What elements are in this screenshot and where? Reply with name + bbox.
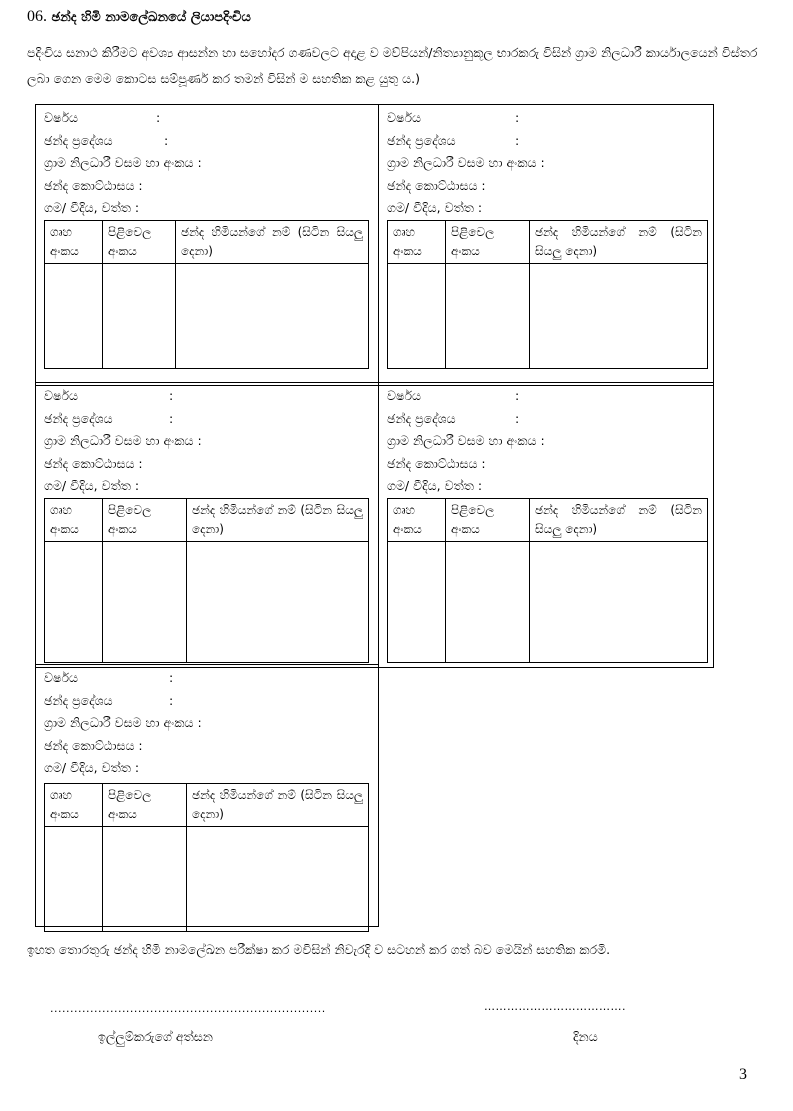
serial-number-header: පිළිවෙල අංකය xyxy=(446,499,530,542)
section-heading xyxy=(27,8,251,26)
registration-panel-1 xyxy=(35,104,379,386)
house-number-header: ගෘහ අංකය xyxy=(388,221,446,264)
village-street-label: ගම/ වීදිය, වත්ත : xyxy=(44,760,140,775)
field-row xyxy=(387,107,545,130)
field-row xyxy=(44,735,202,758)
field-row xyxy=(387,197,545,220)
house-number-header: ගෘහ අංකය xyxy=(45,499,103,542)
house-number-cell[interactable] xyxy=(45,542,103,663)
field-row xyxy=(387,430,545,453)
page-number: 3 xyxy=(739,1066,747,1083)
polling-division-label: ඡන්ද කොට්ඨාසය : xyxy=(387,455,486,471)
year-label: වර්ෂය xyxy=(387,388,421,403)
voter-names-header: ඡන්ද හිමියන්ගේ නම් (සිටින සියලු දෙනා) xyxy=(187,499,369,542)
field-row xyxy=(44,475,202,498)
field-row xyxy=(387,130,545,153)
field-row xyxy=(44,107,202,130)
field-row xyxy=(44,175,202,198)
panel-fields xyxy=(387,385,545,498)
field-row xyxy=(44,712,202,735)
serial-number-header: පිළිවෙල අංකය xyxy=(103,499,187,542)
registration-panel-3 xyxy=(35,382,379,668)
village-street-label: ගම/ වීදිය, වත්ත : xyxy=(44,478,140,493)
section-number: 06. xyxy=(27,8,47,25)
serial-number-cell[interactable] xyxy=(103,542,187,663)
field-row xyxy=(44,408,202,431)
field-row xyxy=(44,130,202,153)
certification-statement: ඉහත තොරතුරු ඡන්ද හිමි නාමලේඛන පරීක්ෂා කර මවිසින් නිවැරදි ව සටහන් කර ගත් බව මෙයින් සහතික කරමි. xyxy=(27,942,611,957)
serial-number-cell[interactable] xyxy=(103,827,187,932)
voter-names-cell[interactable] xyxy=(530,264,708,369)
field-row xyxy=(387,385,545,408)
electoral-district-label: ඡන්ද ප්‍රදේශය xyxy=(44,410,113,426)
section-instruction: පදිංචිය සනාථ කිරීමට අවශ්‍ය ආසන්න හා සහෝදර ගණවලට අදාළ ව මව්පියන්/නිත්‍යානුකූල භාරකරු විසින් ග්‍රාම නිලධාරී කාර්යාලයෙන් විස්තර ලබා ගෙන මෙම කොටස සම්පූර්ණ කර තමන් විසින් ම සහතික කළ යුතු ය.) xyxy=(27,45,758,86)
field-colon: : xyxy=(515,132,520,148)
voter-names-header: ඡන්ද හිමියන්ගේ නම් (සිටින සියලු දෙනා) xyxy=(530,221,708,264)
electoral-district-label: ඡන්ද ප්‍රදේශය xyxy=(44,692,113,708)
voter-names-cell[interactable] xyxy=(187,542,369,663)
field-colon: : xyxy=(169,410,174,426)
gn-division-label: ග්‍රාම නිලධාරී වසම හා අංකය : xyxy=(44,715,202,730)
field-row xyxy=(387,453,545,476)
house-number-header: ගෘහ අංකය xyxy=(388,499,446,542)
polling-division-label: ඡන්ද කොට්ඨාසය : xyxy=(387,177,486,193)
electoral-district-label: ඡන්ද ප්‍රදේශය xyxy=(387,132,456,148)
serial-number-cell[interactable] xyxy=(446,264,530,369)
field-colon: : xyxy=(156,110,161,125)
field-row xyxy=(44,385,202,408)
field-row xyxy=(44,690,202,713)
voter-names-cell[interactable] xyxy=(187,827,369,932)
voter-table xyxy=(387,498,708,663)
house-number-header: ගෘහ අංකය xyxy=(45,221,103,264)
panel-fields xyxy=(44,385,202,498)
polling-division-label: ඡන්ද කොට්ඨාසය : xyxy=(44,737,143,753)
field-colon: : xyxy=(515,388,520,403)
registration-panel-5 xyxy=(35,664,379,927)
voter-table xyxy=(44,783,369,932)
voter-names-header: ඡන්ද හිමියන්ගේ නම් (සිටින සියලු දෙනා) xyxy=(530,499,708,542)
year-label: වර්ෂය xyxy=(44,110,78,125)
field-row xyxy=(387,475,545,498)
date-line[interactable]: ………………………………. xyxy=(484,1000,626,1013)
registration-panel-4 xyxy=(378,382,714,668)
field-row xyxy=(44,152,202,175)
field-row xyxy=(44,667,202,690)
field-row xyxy=(387,175,545,198)
village-street-label: ගම/ වීදිය, වත්ත : xyxy=(387,200,483,215)
gn-division-label: ග්‍රාම නිලධාරී වසම හා අංකය : xyxy=(44,433,202,448)
field-row xyxy=(44,453,202,476)
village-street-label: ගම/ වීදිය, වත්ත : xyxy=(387,478,483,493)
electoral-district-label: ඡන්ද ප්‍රදේශය xyxy=(44,132,113,148)
voter-table xyxy=(44,498,369,663)
serial-number-header: පිළිවෙල අංකය xyxy=(103,784,187,827)
signature-line[interactable]: ..................................................................... xyxy=(50,1002,326,1015)
voter-names-header: ඡන්ද හිමියන්ගේ නම් (සිටින සියලු දෙනා) xyxy=(187,784,369,827)
field-row xyxy=(44,757,202,780)
year-label: වර්ෂය xyxy=(44,670,78,685)
applicant-signature-label: ඉල්ලුම්කරුගේ අත්සන xyxy=(98,1029,213,1044)
panel-fields xyxy=(44,667,202,780)
field-colon: : xyxy=(515,410,520,426)
polling-division-label: ඡන්ද කොට්ඨාසය : xyxy=(44,177,143,193)
panel-fields xyxy=(387,107,545,220)
gn-division-label: ග්‍රාම නිලධාරී වසම හා අංකය : xyxy=(387,433,545,448)
voter-table xyxy=(44,220,369,369)
field-colon: : xyxy=(164,132,169,148)
registration-panel-2 xyxy=(378,104,714,386)
serial-number-header: පිළිවෙල අංකය xyxy=(446,221,530,264)
house-number-header: ගෘහ අංකය xyxy=(45,784,103,827)
polling-division-label: ඡන්ද කොට්ඨාසය : xyxy=(44,455,143,471)
field-row xyxy=(387,408,545,431)
field-row xyxy=(44,430,202,453)
field-colon: : xyxy=(169,388,174,403)
field-row xyxy=(387,152,545,175)
gn-division-label: ග්‍රාම නිලධාරී වසම හා අංකය : xyxy=(44,155,202,170)
field-colon: : xyxy=(169,670,174,685)
voter-table xyxy=(387,220,708,369)
voter-names-cell[interactable] xyxy=(530,542,708,663)
voter-names-header: ඡන්ද හිමියන්ගේ නම් (සිටින සියලු දෙනා) xyxy=(176,221,369,264)
house-number-cell[interactable] xyxy=(45,827,103,932)
house-number-cell[interactable] xyxy=(388,542,446,663)
house-number-cell[interactable] xyxy=(388,264,446,369)
year-label: වර්ෂය xyxy=(387,110,421,125)
serial-number-cell[interactable] xyxy=(446,542,530,663)
house-number-cell[interactable] xyxy=(45,264,103,369)
field-row xyxy=(44,197,202,220)
year-label: වර්ෂය xyxy=(44,388,78,403)
gn-division-label: ග්‍රාම නිලධාරී වසම හා අංකය : xyxy=(387,155,545,170)
serial-number-header: පිළිවෙල අංකය xyxy=(103,221,176,264)
panel-fields xyxy=(44,107,202,220)
field-colon: : xyxy=(515,110,520,125)
voter-names-cell[interactable] xyxy=(176,264,369,369)
date-label: දිනය xyxy=(573,1029,598,1044)
section-title: ඡන්ද හිමි නාමලේඛනයේ ලියාපදිංචිය xyxy=(51,10,251,25)
village-street-label: ගම/ වීදිය, වත්ත : xyxy=(44,200,140,215)
field-colon: : xyxy=(169,692,174,708)
electoral-district-label: ඡන්ද ප්‍රදේශය xyxy=(387,410,456,426)
serial-number-cell[interactable] xyxy=(103,264,176,369)
